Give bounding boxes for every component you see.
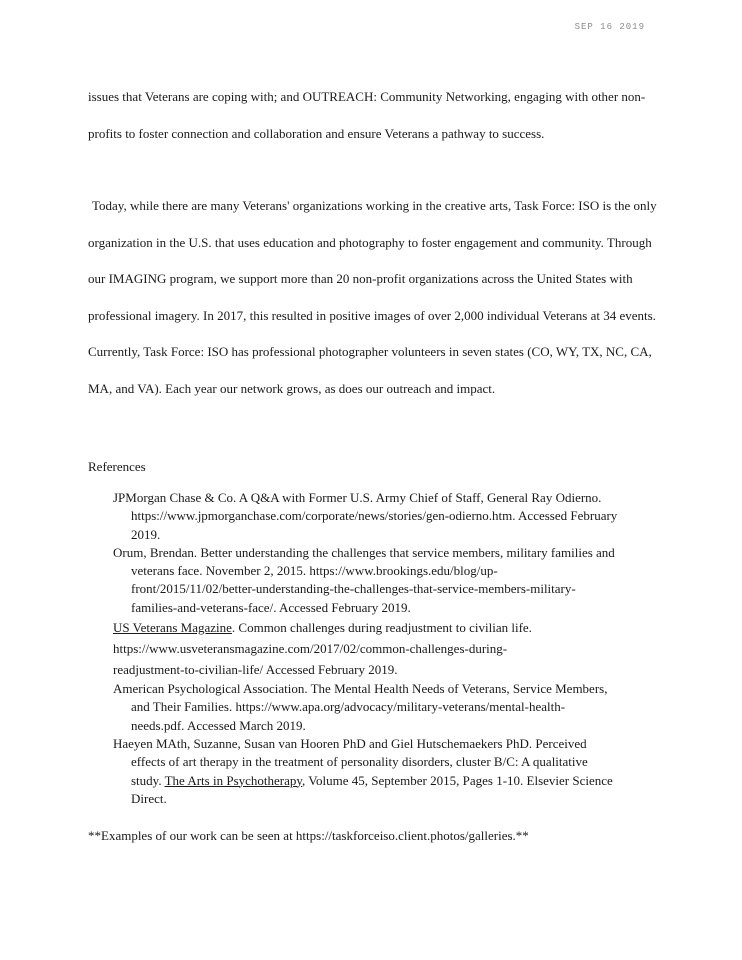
reference-text: , Volume 45, September 2015, Pages 1-10. Elsevier Science Direct. (131, 772, 613, 806)
reference-text: Haeyen MAth, Suzanne, Susan van Hooren PhD and Giel Hutschemaekers PhD. Perceived effects of art therapy in the treatment of personality disorders, cluster B/C: A qualitative study. (113, 735, 588, 788)
references-list (113, 489, 618, 808)
reference-item (113, 735, 618, 808)
gallery-note: **Examples of our work can be seen at https://taskforceiso.client.photos/galleries.** (88, 828, 529, 843)
reference-text: . Common challenges during readjustment to civilian life. (231, 620, 532, 636)
received-date-stamp: SEP 16 2019 (574, 22, 645, 32)
reference-item: American Psychological Association. The Mental Health Needs of Veterans, Service Members, and Their Families. https://www.apa.org/advocacy/military-veterans/mental-health-needs.pdf. Accessed March 2019. (113, 681, 608, 733)
body-paragraph: issues that Veterans are coping with; and OUTREACH: Community Networking, engaging with other non-profits to foster connection and collaboration and ensure Veterans a pathway to success. (88, 89, 646, 141)
body-paragraph: Today, while there are many Veterans' organizations working in the creative arts, Task Force: ISO is the only organization in the U.S. that uses education and photography to foster engagement and community. Through our IMAGING program, we support more than 20 non-profit organizations across the United States with professional imagery. In 2017, this resulted in positive images of over 2,000 individual Veterans at 34 events. Currently, Task Force: ISO has professional photographer volunteers in seven states (CO, WY, TX, NC, CA, MA, and VA). Each year our network grows, as does our outreach and impact. (88, 198, 657, 396)
reference-item (113, 617, 618, 680)
reference-url: readjustment-to-civilian-life/ Accessed February 2019. (113, 662, 398, 678)
reference-item: JPMorgan Chase & Co. A Q&A with Former U.S. Army Chief of Staff, General Ray Odierno. https://www.jpmorganchase.com/corporate/news/stories/gen-odierno.htm. Accessed February 2019. (113, 490, 618, 542)
references-heading: References (88, 459, 146, 474)
reference-url: https://www.usveteransmagazine.com/2017/02/common-challenges-during- (113, 641, 508, 657)
magazine-title: US Veterans Magazine (113, 620, 232, 636)
journal-title: The Arts in Psychotherapy (164, 772, 303, 788)
reference-item: Orum, Brendan. Better understanding the challenges that service members, military families and veterans face. November 2, 2015. https://www.brookings.edu/blog/up-front/2015/11/02/better-understanding-the-challenges-that-service-members-military-families-and-veterans-face/. Accessed February 2019. (113, 544, 615, 615)
